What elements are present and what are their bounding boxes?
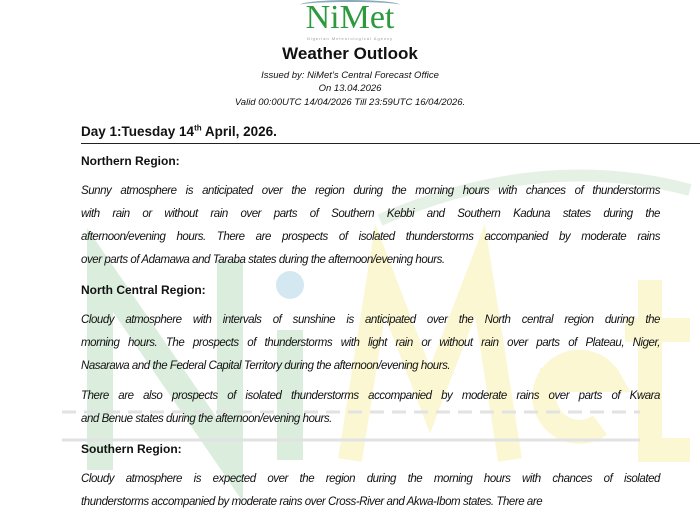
day-heading [81,123,277,140]
issued-on: On 13.04.2026 [318,83,382,94]
page-title: Weather Outlook [282,44,418,63]
paragraph-line: morning hours. The prospects of thunderstorms with light rain or without rain over parts of Plateau, Niger, [81,337,660,349]
paragraph-line: Nasarawa and the Federal Capital Territory during the afternoon/evening hours. [81,360,451,372]
region-heading: Northern Region: [81,154,180,168]
forecast-content [81,150,660,521]
day-heading-sup: th [194,123,202,133]
nimet-logo [0,0,700,41]
heading-divider [81,143,700,144]
paragraph-line: There are also prospects of isolated thunderstorms accompanied by moderate rains over parts of Kwara [81,390,660,402]
region-heading: Southern Region: [81,442,182,456]
logo-tagline: Nigerian Meteorological Agency [306,36,394,41]
logo-wave-icon [300,0,400,10]
paragraph-line: over parts of Adamawa and Taraba states during the afternoon/evening hours. [81,254,445,266]
validity: Valid 00:00UTC 14/04/2026 Till 23:59UTC 16/04/2026. [234,97,466,108]
paragraph-line: Sunny atmosphere is anticipated over the region during the morning hours with chances of thunderstorms [81,185,660,197]
issued-by: Issued by: NiMet’s Central Forecast Office [261,70,439,81]
paragraph-line: Cloudy atmosphere with intervals of sunshine is anticipated over the North central region during the [81,314,660,326]
paragraph-line: with rain or without rain over parts of Southern Kebbi and Southern Kaduna states during the [81,208,660,220]
paragraph-line: afternoon/evening hours. There are prospects of isolated thunderstorms accompanied by moderate rains [81,231,660,243]
paragraph-line: and Benue states during the afternoon/evening hours. [81,413,332,425]
day-heading-text: Day 1:Tuesday 14 [81,124,195,139]
region-heading: North Central Region: [81,283,206,297]
day-heading-rest: April, 2026. [201,124,277,139]
paragraph-line: thunderstorms accompanied by moderate rains over Cross-River and Akwa-Ibom states. There are [81,496,543,508]
logo-text: NiMet [305,0,395,36]
paragraph-line: Cloudy atmosphere is expected over the region during the morning hours with chances of isolated [81,473,660,485]
